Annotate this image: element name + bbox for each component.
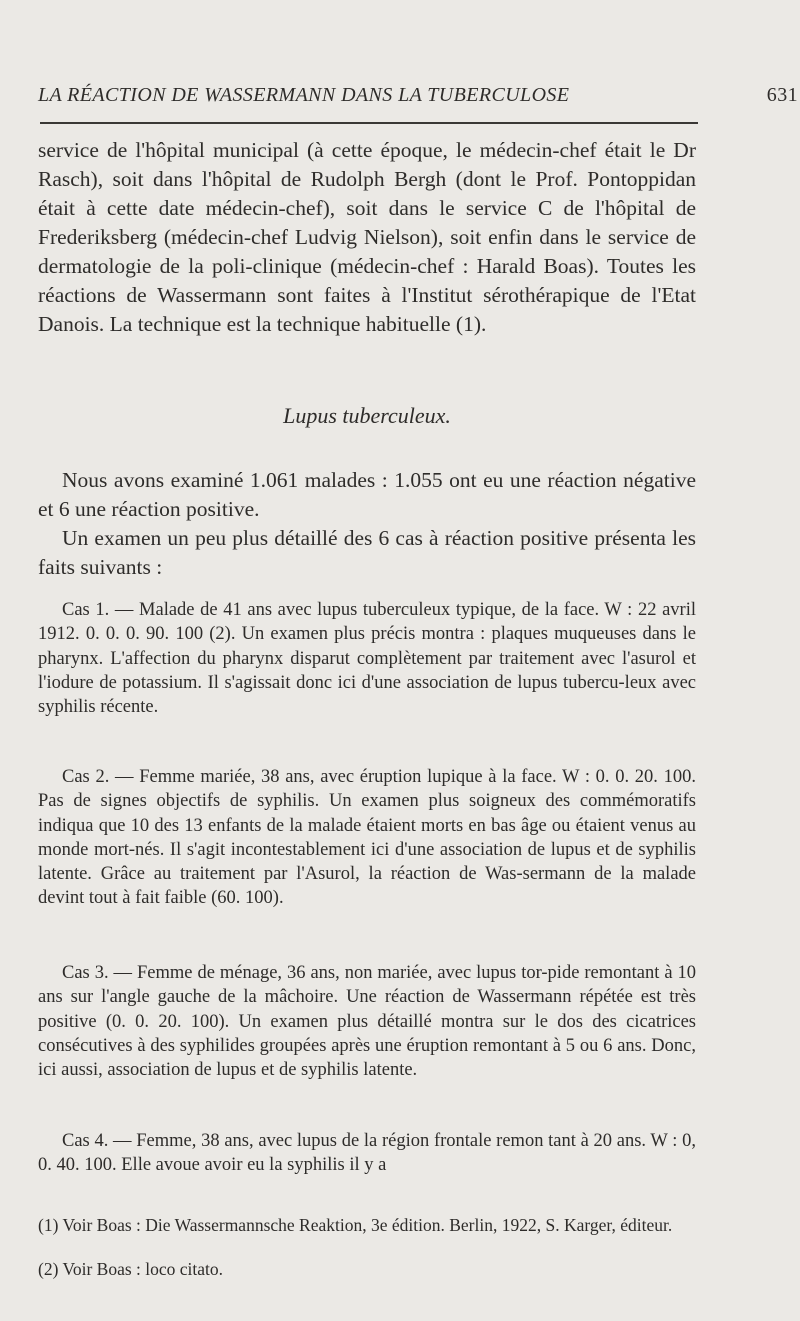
footnote: (1) Voir Boas : Die Wassermannsche Reaktion, 3e édition. Berlin, 1922, S. Karger, éditeur. xyxy=(38,1215,673,1235)
case-paragraph: Cas 4. — Femme, 38 ans, avec lupus de la région frontale remon tant à 20 ans. W : 0, 0. 40. 100. Elle avoue avoir eu la syphilis il y a xyxy=(38,1131,696,1176)
summary-paragraph: Nous avons examiné 1.061 malades : 1.055 ont eu une réaction négative et 6 une réaction positive. xyxy=(38,468,696,521)
header-rule xyxy=(40,122,698,124)
running-title: LA RÉACTION DE WASSERMANN DANS LA TUBERCULOSE xyxy=(38,84,570,106)
case-paragraph: Cas 3. — Femme de ménage, 36 ans, non mariée, avec lupus tor-pide remontant à 10 ans sur l'angle gauche de la mâchoire. Une réaction de Wassermann répétée est très positive (0. 0. 20. 100). Un examen plus détaillé montra sur le dos des cicatrices consécutives à des syphilides groupées après une éruption remontant à 5 ou 6 ans. Donc, ici aussi, association de lupus et de syphilis latente. xyxy=(38,963,696,1081)
intro-paragraph: service de l'hôpital municipal (à cette époque, le médecin-chef était le Dr Rasch), soit dans l'hôpital de Rudolph Bergh (dont le Prof. Pontoppidan était à cette date médecin-chef), soit dans le service C de l'hôpital de Frederiksberg (médecin-chef Ludvig Nielson), soit enfin dans le service de dermatologie de la poli-clinique (médecin-chef : Harald Boas). Toutes les réactions de Wassermann sont faites à l'Institut sérothérapique de l'Etat Danois. La technique est la technique habituelle (1). xyxy=(38,138,696,336)
section-heading: Lupus tuberculeux. xyxy=(283,403,451,428)
summary-paragraph: Un examen un peu plus détaillé des 6 cas à réaction positive présenta les faits suivants : xyxy=(38,526,696,579)
case-paragraph: Cas 2. — Femme mariée, 38 ans, avec éruption lupique à la face. W : 0. 0. 20. 100. Pas de signes objectifs de syphilis. Un examen plus soigneux des commémoratifs indiqua que 10 des 13 enfants de la malade étaient morts en bas âge ou étaient venus au monde mort-nés. Il s'agit incontestablement ici d'une association de lupus et de syphilis latente. Grâce au traitement par l'Asurol, la réaction de Was-sermann de la malade devint tout à fait faible (60. 100). xyxy=(38,767,696,909)
footnote: (2) Voir Boas : loco citato. xyxy=(38,1259,224,1279)
page-number: 631 xyxy=(766,84,798,106)
case-paragraph: Cas 1. — Malade de 41 ans avec lupus tuberculeux typique, de la face. W : 22 avril 1912. 0. 0. 0. 90. 100 (2). Un examen plus précis montra : plaques muqueuses dans le pharynx. L'affection du pharynx disparut complètement par traitement avec l'asurol et l'iodure de potassium. Il s'agissait donc ici d'une association de lupus tubercu-leux avec syphilis récente. xyxy=(38,600,696,718)
running-header xyxy=(38,84,800,114)
